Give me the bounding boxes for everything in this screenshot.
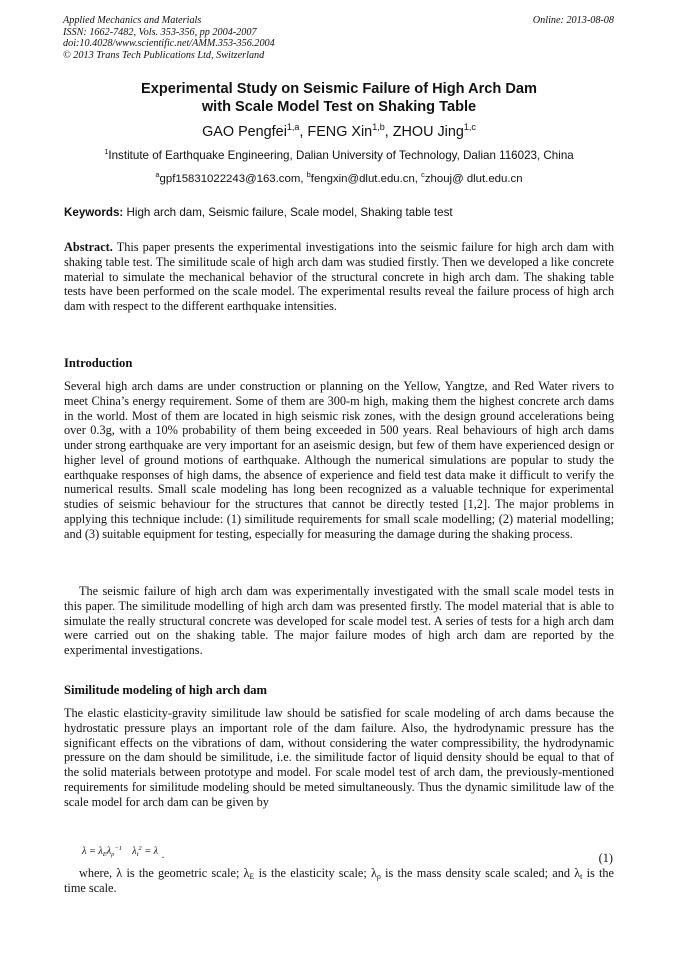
definition-text: where, λ is the geometric scale; λ bbox=[79, 866, 250, 880]
author-emails bbox=[40, 172, 638, 186]
doi-line[interactable]: doi:10.4028/www.scientific.net/AMM.353-356.2004 bbox=[63, 38, 275, 50]
abstract-text: This paper presents the experimental investigations into the seismic failure for high arch dam with shaking table test. The similitude scale of high arch dam was studied firstly. Then we developed a like concrete material to simulate the mechanical behavior of the structural concrete in high arch dam. The shaking table tests have been performed on the scale model. The experimental results reveal the failure process of high arch dam with respect to the different earthquake intensities. bbox=[64, 240, 614, 313]
definition-subscript: ρ bbox=[376, 872, 381, 881]
equation-subscript: E bbox=[102, 851, 107, 858]
affiliation bbox=[40, 149, 638, 163]
section-heading-similitude: Similitude modeling of high arch dam bbox=[64, 683, 268, 697]
title-line-1: Experimental Study on Seismic Failure of High Arch Dam bbox=[140, 81, 537, 97]
author-affil-marker: 1,a bbox=[286, 122, 300, 132]
email-marker: c bbox=[421, 170, 425, 179]
keywords bbox=[64, 206, 453, 220]
issn-line: ISSN: 1662-7482, Vols. 353-356, pp 2004-2007 bbox=[63, 26, 257, 38]
affiliation-text: Institute of Earthquake Engineering, Dalian University of Technology, Dalian 116023, China bbox=[108, 149, 574, 162]
introduction-paragraph-2: The seismic failure of high arch dam was experimentally investigated with the small scale model tests in this paper. The similitude modelling of high arch dam was presented firstly. The model material that is able to simulate the really structural concrete was developed for scale model test. A series of tests for a high arch dam were carried out on the shaking table. The major failure modes of high arch dam are reported by the experimental investigations. bbox=[64, 584, 614, 657]
author-name: FENG Xin bbox=[307, 124, 373, 140]
introduction-paragraph-1: Several high arch dams are under construction or planning on the Yellow, Yangtze, and Red Water rivers to meet China’s energy requirement. Some of them are 300-m high, making them the highest concrete arch dams in the world. Most of them are located in high seismic risk zones, with the design ground accelerations being over 0.3g, with a 10% probability of them being exceeded in 500 years. Real behaviours of high arch dams under strong earthquake are very important for an aseismic design, but few of them have experienced design or higher level of ground motions of earthquake. Although the numerical simulations are popular to study the earthquake responses of high dams, the absence of experience and field test data make it difficult to verify the numerical results. Small scale modeling has long been recognized as a valuable technique for experimental studies of seismic behaviour for the structures that cannot be directly tested [1,2]. The major problems in applying this technique include: (1) similitude requirements for small scale modelling; (2) material modelling; and (3) suitable equipment for testing, especially for measuring the damage during the shaking process. bbox=[64, 379, 614, 541]
definition-text: is the mass density scale scaled; and λ bbox=[380, 866, 581, 880]
email-marker: a bbox=[155, 170, 160, 179]
email-link[interactable]: gpf15831022243@163.com, bbox=[159, 173, 304, 185]
definition-subscript: t bbox=[580, 872, 583, 881]
equation-definition-paragraph bbox=[64, 866, 614, 896]
title-line-2: with Scale Model Test on Shaking Table bbox=[201, 98, 477, 115]
equation-superscript: 2 bbox=[138, 845, 142, 852]
equation-term: λ bbox=[106, 846, 112, 857]
definition-text: is the elasticity scale; λ bbox=[254, 866, 377, 880]
author-affil-marker: 1,c bbox=[463, 122, 476, 132]
equation-term: λ bbox=[132, 846, 137, 857]
author-list: GAO Pengfei$^{1,a}$, FENG Xin$^{1,b}$, ZHOU Jing$^{1,c}$ bbox=[202, 122, 476, 140]
author-name: GAO Pengfei bbox=[202, 124, 287, 140]
author-name: ZHOU Jing bbox=[392, 124, 464, 140]
equation-period: . bbox=[162, 850, 165, 861]
equation-subscript: ρ bbox=[111, 851, 115, 858]
section-heading-introduction: Introduction bbox=[64, 356, 133, 370]
equation-superscript: −1 bbox=[114, 845, 122, 852]
abstract-paragraph bbox=[64, 240, 614, 314]
journal-name: Applied Mechanics and Materials bbox=[63, 15, 202, 26]
equation-subscript: t bbox=[136, 851, 139, 858]
similitude-paragraph-1: The elastic elasticity-gravity similitude law should be satisfied for scale modeling of arch dams because the hydrostatic pressure plays an important role of the dam failure. Also, the hydrodynamic pressure has the significant effects on the vibrations of dam, without considering the water compressibility, the hydrodynamic pressure on the dam should be similitude, i.e. the similitude factor of liquid density should be equal to that of the solid materials between prototype and model. For scale model test of arch dam, the previously-mentioned requirements for similitude modeling should be meted simultaneously. Thus the dynamic similitude law of the scale model for arch dam can be given by bbox=[64, 706, 614, 809]
equation-term: λ = λ bbox=[82, 846, 103, 857]
paper-title bbox=[40, 81, 638, 116]
equation-term: = λ bbox=[144, 846, 159, 857]
email-link[interactable]: zhouj@ dlut.edu.cn bbox=[424, 173, 523, 185]
abstract-label: Abstract. bbox=[64, 240, 113, 254]
author-affil-marker: 1,b bbox=[372, 122, 385, 132]
equation-number: (1) bbox=[598, 851, 613, 865]
journal-header bbox=[63, 15, 275, 61]
definition-subscript: E bbox=[249, 872, 255, 881]
definition-text: is the time scale. bbox=[64, 866, 614, 895]
online-date: Online: 2013-08-08 bbox=[532, 15, 614, 26]
copyright-line: © 2013 Trans Tech Publications Ltd, Switzerland bbox=[63, 49, 265, 61]
keywords-text: High arch dam, Seismic failure, Scale model, Shaking table test bbox=[126, 206, 453, 219]
email-marker: b bbox=[306, 170, 311, 179]
affiliation-marker: 1 bbox=[104, 147, 109, 156]
email-link[interactable]: fengxin@dlut.edu.cn, bbox=[310, 173, 418, 185]
equation-1 bbox=[82, 845, 165, 861]
keywords-label: Keywords: bbox=[64, 206, 124, 219]
